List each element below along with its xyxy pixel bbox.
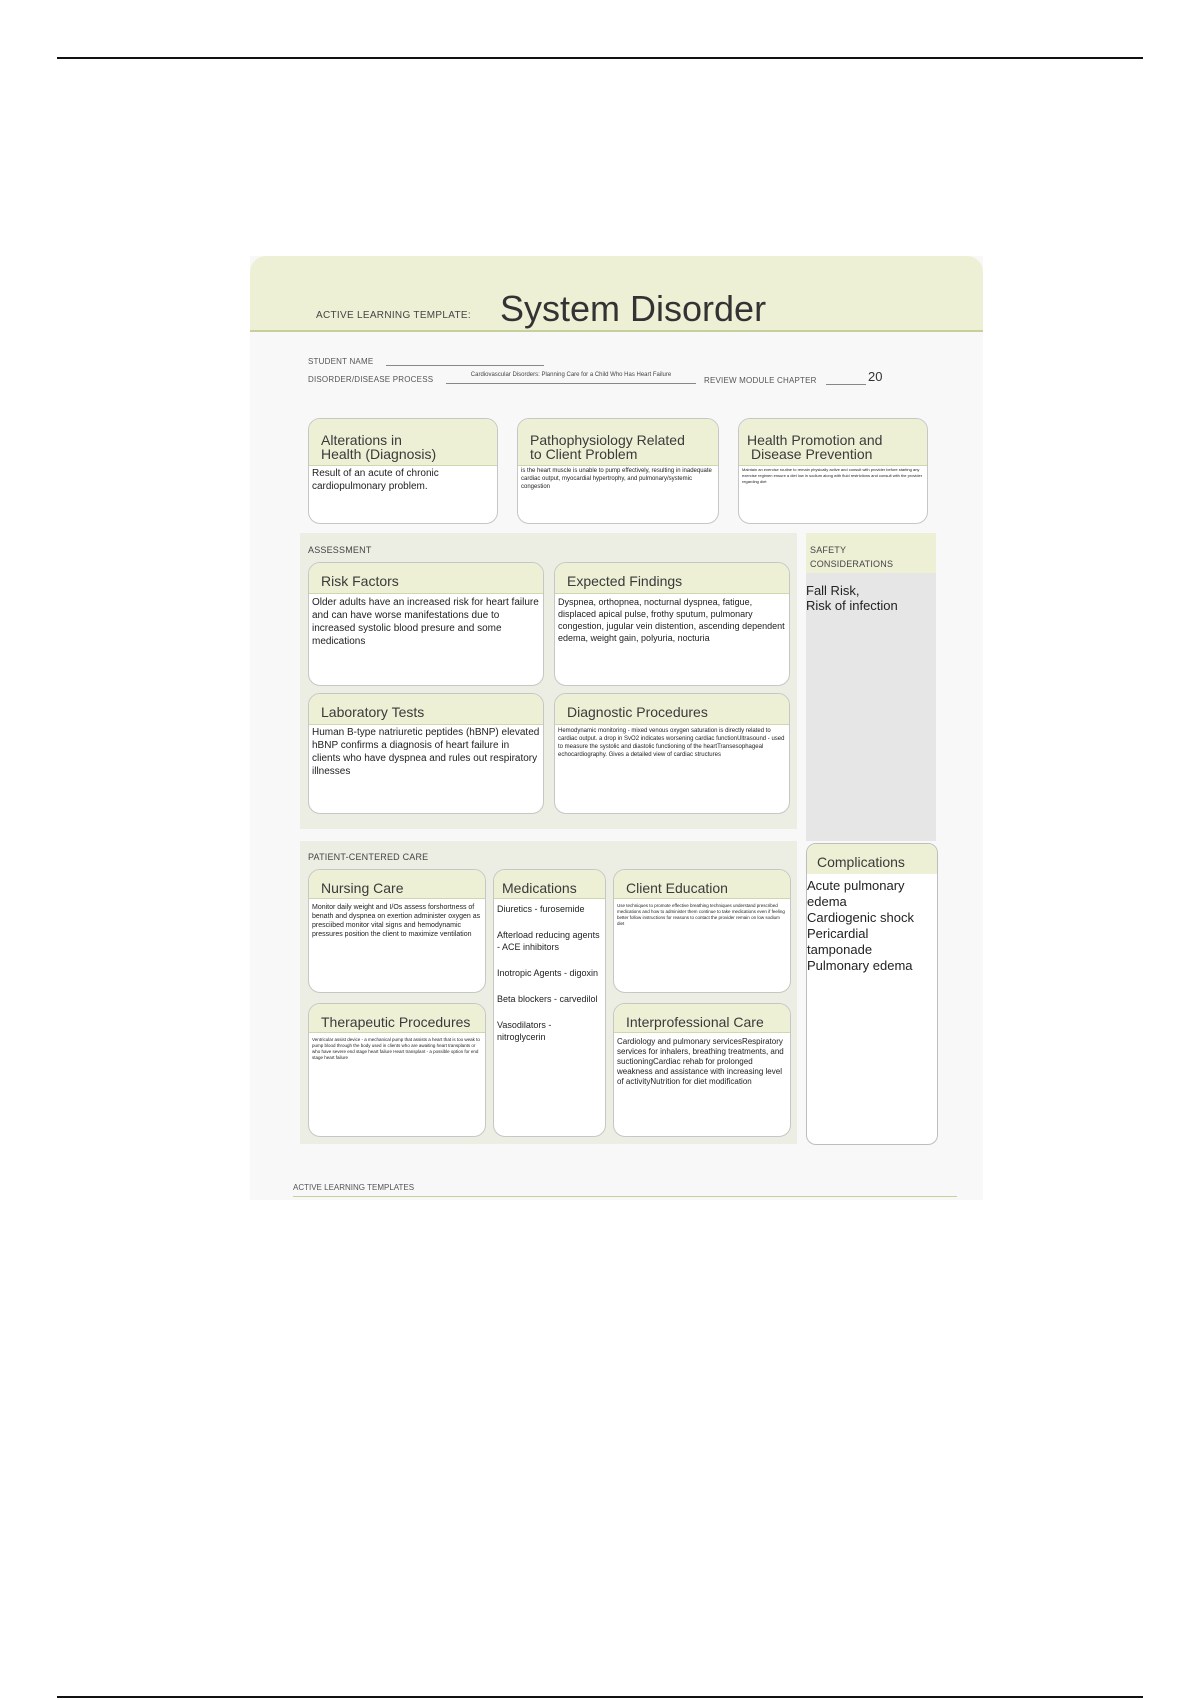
- medications-title: Medications: [502, 880, 577, 896]
- nursing-care-card: [308, 869, 486, 993]
- template-header: [250, 256, 983, 332]
- safety-header: [806, 533, 936, 573]
- risk-factors-header: [309, 563, 543, 594]
- laboratory-tests-title: Laboratory Tests: [321, 704, 425, 720]
- expected-findings-title: Expected Findings: [567, 573, 683, 589]
- student-name-line: [386, 365, 544, 366]
- chapter-label: REVIEW MODULE CHAPTER: [704, 376, 817, 385]
- risk-factors-text: Older adults have an increased risk for heart failure and can have worse manifestations due to increased systolic blood presure and some medications: [312, 597, 539, 647]
- laboratory-tests-header: [309, 694, 543, 725]
- diagnostic-procedures-header: [555, 694, 789, 725]
- medications-list: [497, 903, 602, 1057]
- health-promotion-card: [738, 418, 928, 524]
- health-promotion-text: Maintain an exercise routine to remain physically active and consult with provider before starting any exercise regimen ensure a diet low in sodium along with fluid restrictions and consult with the provider regarding diet: [742, 467, 923, 484]
- therapeutic-procedures-card: [308, 1003, 486, 1137]
- medication-item: Diuretics - furosemide: [497, 904, 585, 914]
- expected-findings-text: Dyspnea, orthopnea, nocturnal dyspnea, fatigue, displaced apical pulse, frothy sputum, pulmonary congestion, jugular vein distention, ascending dependent edema, weight gain, polyuria, nocturia: [558, 597, 785, 643]
- interprofessional-care-title: Interprofessional Care: [626, 1014, 764, 1030]
- diagnostic-procedures-card: [554, 693, 790, 814]
- safety-title-line2: CONSIDERATIONS: [810, 559, 894, 569]
- medication-item: Vasodilators - nitroglycerin: [497, 1020, 552, 1042]
- footer-label: ACTIVE LEARNING TEMPLATES: [293, 1183, 415, 1192]
- expected-findings-card: [554, 562, 790, 686]
- diagnostic-procedures-text: Hemodynamic monitoring - mixed venous oxygen saturation is directly related to cardiac output. a drop in SvO2 indicates worsening cardiac functionUltrasound - used to measure the systolic and diastolic functioning of the heartTransesophageal echocardiography. Gives a detailed view of cardiac structures: [558, 728, 785, 758]
- medication-item: Inotropic Agents - digoxin: [497, 968, 599, 978]
- client-education-title: Client Education: [626, 880, 728, 896]
- footer-rule: [293, 1196, 957, 1197]
- complication-item: Pericardial tamponade: [807, 926, 873, 957]
- chapter-line: [826, 384, 866, 385]
- complication-item: Acute pulmonary edema: [807, 878, 905, 909]
- expected-findings-header: [555, 563, 789, 594]
- safety-line1: Fall Risk,: [806, 583, 860, 598]
- complication-item: Cardiogenic shock: [807, 910, 914, 925]
- complications-list: [807, 878, 937, 974]
- disorder-line: [446, 383, 696, 384]
- therapeutic-procedures-title: Therapeutic Procedures: [321, 1014, 471, 1030]
- health-promotion-title-line2: Disease Prevention: [751, 446, 873, 462]
- medications-header: [494, 870, 605, 899]
- patient-centered-care-label: PATIENT-CENTERED CARE: [308, 852, 429, 862]
- client-education-header: [614, 870, 790, 899]
- page-title: System Disorder: [500, 288, 767, 329]
- page-bottom-rule: [57, 1696, 1143, 1698]
- chapter-field[interactable]: 20: [868, 369, 883, 384]
- health-promotion-title-line1: Health Promotion and: [747, 432, 883, 448]
- template-label: ACTIVE LEARNING TEMPLATE:: [316, 310, 471, 321]
- laboratory-tests-card: [308, 693, 544, 814]
- laboratory-tests-text: Human B-type natriuretic peptides (hBNP) elevated hBNP confirms a diagnosis of heart failure in clients who have dyspnea and rules out respiratory illnesses: [312, 727, 540, 777]
- pathophysiology-card: [517, 418, 719, 524]
- interprofessional-care-card: [613, 1003, 791, 1137]
- alterations-title-line1: Alterations in: [321, 432, 402, 448]
- disorder-field[interactable]: Cardiovascular Disorders: Planning Care for a Child Who Has Heart Failure: [470, 372, 672, 378]
- client-education-text: Use techniques to promote effective breathing techniques understand prescribed medications and how to administer them continue to take medications even if feeling better follow instructions for reasons to contact the provider remain on low sodium diet: [617, 903, 785, 926]
- therapeutic-procedures-text: Ventricular assist device - a mechanical pump that assists a heart that is too weak to pump blood through the body used in clients who are awaiting heart transplants or who have severe end stage heart failure Heart transplant - a possible option for end stage heart failure: [312, 1037, 480, 1060]
- client-education-card: [613, 869, 791, 993]
- alterations-card: [308, 418, 498, 524]
- diagnostic-procedures-title: Diagnostic Procedures: [567, 704, 708, 720]
- alterations-text: Result of an acute of chronic cardiopulmonary problem.: [312, 468, 439, 492]
- assessment-panel: [300, 533, 797, 829]
- alterations-card-header: [309, 419, 497, 466]
- pathophysiology-title-line2: to Client Problem: [530, 446, 638, 462]
- page-top-rule: [57, 57, 1143, 59]
- patient-centered-care-panel: [300, 841, 797, 1144]
- complication-item: Pulmonary edema: [807, 958, 913, 973]
- complications-card: [806, 843, 938, 1145]
- complications-title: Complications: [817, 854, 905, 870]
- pathophysiology-title-line1: Pathophysiology Related: [530, 432, 685, 448]
- student-name-label: STUDENT NAME: [308, 357, 374, 366]
- pathophysiology-text: is the heart muscle is unable to pump effectively, resulting in inadequate cardiac output, myocardial hypertrophy, and pulmonary/systemic congestion: [521, 468, 712, 490]
- safety-title: [810, 543, 893, 571]
- template-sheet: [250, 256, 983, 1200]
- interprofessional-care-text: Cardiology and pulmonary servicesRespiratory services for inhalers, breathing treatments, and suctioningCardiac rehab for prolonged weakness and assistance with increasing level of activityNutrition for diet modification: [617, 1037, 784, 1086]
- health-promotion-card-header: [739, 419, 927, 466]
- assessment-label: ASSESSMENT: [308, 545, 372, 555]
- complications-header: [807, 844, 937, 874]
- safety-considerations-panel: [806, 533, 936, 841]
- therapeutic-procedures-header: [309, 1004, 485, 1033]
- safety-text: [806, 583, 898, 613]
- nursing-care-text: Monitor daily weight and I/Os assess forshortness of benath and dyspnea on exertion administer oxygen as presciibed monitor vital signs and hemodynamic pressures position the client to maximize ventilation: [312, 904, 481, 938]
- pathophysiology-card-header: [518, 419, 718, 466]
- safety-line2: Risk of infection: [806, 598, 898, 613]
- medications-card: [493, 869, 606, 1137]
- nursing-care-header: [309, 870, 485, 899]
- nursing-care-title: Nursing Care: [321, 880, 404, 896]
- interprofessional-care-header: [614, 1004, 790, 1033]
- risk-factors-title: Risk Factors: [321, 573, 399, 589]
- disorder-label: DISORDER/DISEASE PROCESS: [308, 375, 434, 384]
- medication-item: Beta blockers - carvedilol: [497, 994, 598, 1004]
- safety-title-line1: SAFETY: [810, 545, 847, 555]
- alterations-title-line2: Health (Diagnosis): [321, 446, 437, 462]
- risk-factors-card: [308, 562, 544, 686]
- medication-item: Afterload reducing agents - ACE inhibitors: [497, 930, 600, 952]
